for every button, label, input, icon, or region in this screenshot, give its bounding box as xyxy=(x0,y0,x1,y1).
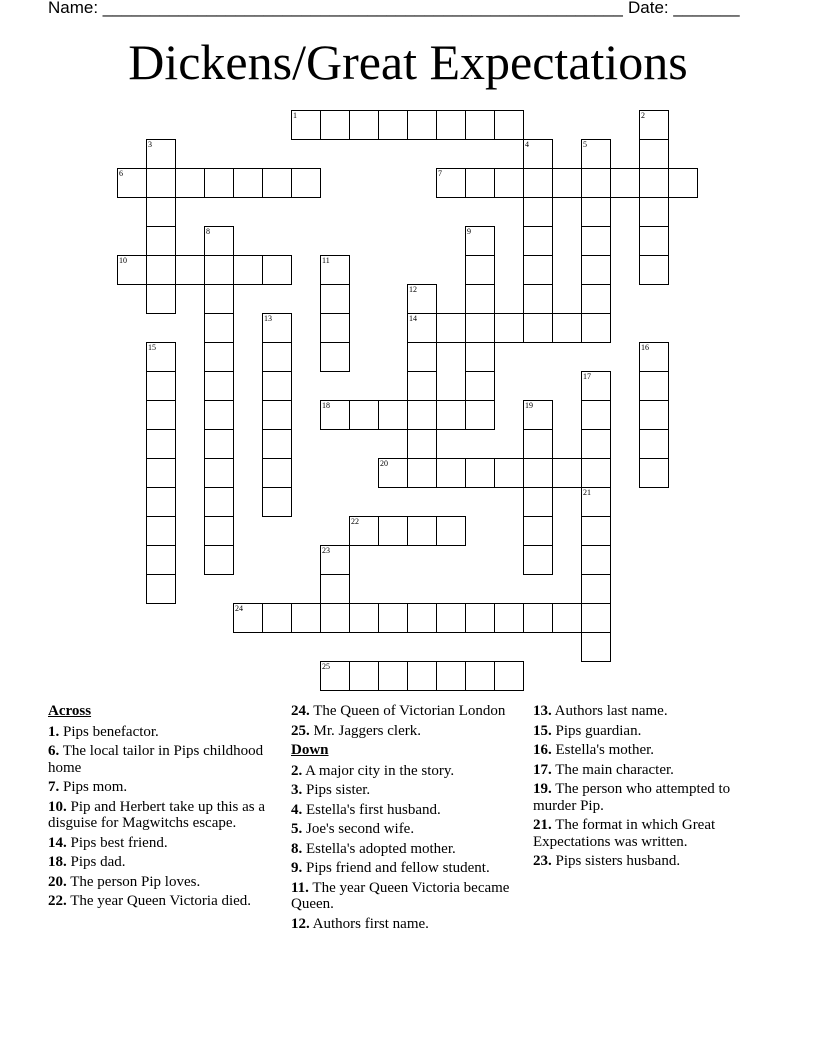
grid-cell[interactable] xyxy=(320,342,350,372)
clue-number: 7 xyxy=(438,169,442,178)
grid-cell[interactable] xyxy=(262,458,292,488)
grid-cell[interactable] xyxy=(262,487,292,517)
grid-cell[interactable] xyxy=(523,516,553,546)
grid-cell[interactable] xyxy=(639,400,669,430)
grid-cell[interactable] xyxy=(639,255,669,285)
grid-cell[interactable] xyxy=(523,168,553,198)
grid-cell[interactable] xyxy=(465,255,495,285)
clue-across-25: 25. Mr. Jaggers clerk. xyxy=(291,722,421,739)
grid-cell[interactable] xyxy=(146,197,176,227)
grid-cell[interactable] xyxy=(639,110,669,140)
grid-cell[interactable] xyxy=(407,661,437,691)
clue-number: 8 xyxy=(206,227,210,236)
grid-cell[interactable] xyxy=(146,574,176,604)
grid-cell[interactable] xyxy=(523,458,553,488)
grid-cell[interactable] xyxy=(233,255,263,285)
grid-cell[interactable] xyxy=(523,313,553,343)
clue-number: 20 xyxy=(380,459,388,468)
across-heading: Across xyxy=(48,703,92,719)
grid-cell[interactable] xyxy=(494,603,524,633)
grid-cell[interactable] xyxy=(407,458,437,488)
grid-cell[interactable] xyxy=(204,255,234,285)
grid-cell[interactable] xyxy=(262,168,292,198)
grid-cell[interactable] xyxy=(581,545,611,575)
clue-number: 5 xyxy=(583,140,587,149)
grid-cell[interactable] xyxy=(146,516,176,546)
grid-cell[interactable] xyxy=(117,168,147,198)
grid-cell[interactable] xyxy=(204,284,234,314)
grid-cell[interactable] xyxy=(146,458,176,488)
grid-cell[interactable] xyxy=(465,342,495,372)
grid-cell[interactable] xyxy=(378,603,408,633)
clue-number: 16 xyxy=(641,343,649,352)
clue-number: 17 xyxy=(583,372,591,381)
clue-across-22: 22. The year Queen Victoria died. xyxy=(48,893,252,909)
clue-number: 9 xyxy=(467,227,471,236)
grid-cell[interactable] xyxy=(146,487,176,517)
grid-cell[interactable] xyxy=(349,603,379,633)
clue-down-12: 12. Authors first name. xyxy=(291,915,429,932)
grid-cell[interactable] xyxy=(494,110,524,140)
grid-cell[interactable] xyxy=(581,371,611,401)
grid-cell[interactable] xyxy=(146,545,176,575)
grid-cell[interactable] xyxy=(523,545,553,575)
clue-down-4: 4. Estella's first husband. xyxy=(291,801,441,818)
grid-cell[interactable] xyxy=(581,574,611,604)
grid-cell[interactable] xyxy=(436,168,466,198)
grid-cell[interactable] xyxy=(436,661,466,691)
grid-cell[interactable] xyxy=(581,255,611,285)
clue-number: 2 xyxy=(641,111,645,120)
grid-cell[interactable] xyxy=(494,661,524,691)
grid-cell[interactable] xyxy=(175,255,205,285)
clue-number: 12 xyxy=(409,285,417,294)
grid-cell[interactable] xyxy=(291,168,321,198)
grid-cell[interactable] xyxy=(639,139,669,169)
grid-cell[interactable] xyxy=(204,371,234,401)
grid-cell[interactable] xyxy=(146,139,176,169)
grid-cell[interactable] xyxy=(581,197,611,227)
grid-cell[interactable] xyxy=(436,603,466,633)
grid-cell[interactable] xyxy=(407,400,437,430)
grid-cell[interactable] xyxy=(378,516,408,546)
clue-number: 21 xyxy=(583,488,591,497)
grid-cell[interactable] xyxy=(552,168,582,198)
clue-down-21: 21. The format in which Great Expectations was written. xyxy=(533,817,716,850)
grid-cell[interactable] xyxy=(407,516,437,546)
grid-cell[interactable] xyxy=(581,284,611,314)
grid-cell[interactable] xyxy=(581,603,611,633)
grid-cell[interactable] xyxy=(320,110,350,140)
grid-cell[interactable] xyxy=(494,313,524,343)
grid-cell[interactable] xyxy=(175,168,205,198)
grid-cell[interactable] xyxy=(639,197,669,227)
clue-number: 3 xyxy=(148,140,152,149)
grid-cell[interactable] xyxy=(204,487,234,517)
grid-cell[interactable] xyxy=(436,400,466,430)
grid-cell[interactable] xyxy=(320,574,350,604)
clue-number: 14 xyxy=(409,314,417,323)
clue-number: 22 xyxy=(351,517,359,526)
grid-cell[interactable] xyxy=(581,226,611,256)
clue-down-3: 3. Pips sister. xyxy=(291,782,371,798)
grid-cell[interactable] xyxy=(378,661,408,691)
grid-cell[interactable] xyxy=(204,516,234,546)
grid-cell[interactable] xyxy=(523,603,553,633)
grid-cell[interactable] xyxy=(233,603,263,633)
clue-number: 19 xyxy=(525,401,533,410)
grid-cell[interactable] xyxy=(291,603,321,633)
grid-cell[interactable] xyxy=(465,226,495,256)
grid-cell[interactable] xyxy=(204,226,234,256)
grid-cell[interactable] xyxy=(407,603,437,633)
date-line: Date: _______ xyxy=(628,0,740,17)
grid-cell[interactable] xyxy=(320,400,350,430)
puzzle-title: Dickens/Great Expectations xyxy=(128,34,688,90)
grid-cell[interactable] xyxy=(204,342,234,372)
clue-number: 15 xyxy=(148,343,156,352)
grid-cell[interactable] xyxy=(581,516,611,546)
grid-cell[interactable] xyxy=(523,226,553,256)
clue-down-17: 17. The main character. xyxy=(533,761,674,778)
grid-cell[interactable] xyxy=(436,516,466,546)
grid-cell[interactable] xyxy=(146,342,176,372)
grid-cell[interactable] xyxy=(233,168,263,198)
down-heading: Down xyxy=(291,742,329,758)
grid-cell[interactable] xyxy=(639,458,669,488)
grid-cell[interactable] xyxy=(639,168,669,198)
grid-cell[interactable] xyxy=(465,458,495,488)
grid-cell[interactable] xyxy=(146,284,176,314)
grid-cell[interactable] xyxy=(581,458,611,488)
grid-cell[interactable] xyxy=(378,400,408,430)
grid-cell[interactable] xyxy=(407,110,437,140)
clue-across-10: 10. Pip and Herbert take up this as a disguise for Magwitchs escape. xyxy=(48,798,266,831)
clue-down-2: 2. A major city in the story. xyxy=(291,762,455,779)
clue-number: 25 xyxy=(322,662,330,671)
grid-cell[interactable] xyxy=(262,342,292,372)
grid-cell[interactable] xyxy=(436,313,466,343)
grid-cell[interactable] xyxy=(668,168,698,198)
grid-cell[interactable] xyxy=(320,661,350,691)
clues-column-2 xyxy=(291,703,519,935)
grid-cell[interactable] xyxy=(407,313,437,343)
grid-cell[interactable] xyxy=(523,284,553,314)
grid-cell[interactable] xyxy=(262,371,292,401)
grid-cell[interactable] xyxy=(465,603,495,633)
grid-cell[interactable] xyxy=(204,429,234,459)
grid-cell[interactable] xyxy=(581,429,611,459)
clue-across-18: 18. Pips dad. xyxy=(48,854,126,870)
clue-across-14: 14. Pips best friend. xyxy=(48,834,168,851)
clue-number: 10 xyxy=(119,256,127,265)
grid-cell[interactable] xyxy=(581,313,611,343)
grid-cell[interactable] xyxy=(465,313,495,343)
clue-down-11: 11. The year Queen Victoria became Queen. xyxy=(291,879,510,912)
grid-cell[interactable] xyxy=(204,313,234,343)
grid-cell[interactable] xyxy=(407,342,437,372)
grid-cell[interactable] xyxy=(349,110,379,140)
grid-cell[interactable] xyxy=(378,110,408,140)
grid-cell[interactable] xyxy=(523,255,553,285)
grid-cell[interactable] xyxy=(581,487,611,517)
clue-across-1: 1. Pips benefactor. xyxy=(48,723,159,740)
grid-cell[interactable] xyxy=(117,255,147,285)
grid-cell[interactable] xyxy=(610,168,640,198)
grid-cell[interactable] xyxy=(262,255,292,285)
grid-cell[interactable] xyxy=(204,458,234,488)
grid-cell[interactable] xyxy=(291,110,321,140)
grid-cell[interactable] xyxy=(262,400,292,430)
grid-cell[interactable] xyxy=(494,458,524,488)
grid-cell[interactable] xyxy=(523,487,553,517)
grid-cell[interactable] xyxy=(523,139,553,169)
clue-number: 6 xyxy=(119,169,123,178)
grid-cell[interactable] xyxy=(146,168,176,198)
clue-number: 13 xyxy=(264,314,272,323)
grid-cell[interactable] xyxy=(494,168,524,198)
clues-column-1 xyxy=(48,703,276,913)
grid-cell[interactable] xyxy=(320,284,350,314)
clue-number: 11 xyxy=(322,256,330,265)
grid-cell[interactable] xyxy=(639,342,669,372)
grid-cell[interactable] xyxy=(552,603,582,633)
clue-down-23: 23. Pips sisters husband. xyxy=(533,853,681,869)
grid-cell[interactable] xyxy=(320,545,350,575)
clue-down-9: 9. Pips friend and fellow student. xyxy=(291,860,490,876)
clue-down-19: 19. The person who attempted to murder Pip. xyxy=(533,781,731,814)
clue-across-6: 6. The local tailor in Pips childhood home xyxy=(48,743,264,776)
grid-cell[interactable] xyxy=(349,516,379,546)
name-line: Name: _______________________________________________________ xyxy=(48,0,623,17)
clue-number: 1 xyxy=(293,111,297,120)
grid-cell[interactable] xyxy=(523,197,553,227)
clue-down-5: 5. Joe's second wife. xyxy=(291,821,415,837)
clue-across-7: 7. Pips mom. xyxy=(48,779,128,795)
grid-cell[interactable] xyxy=(581,400,611,430)
grid-cell[interactable] xyxy=(465,400,495,430)
grid-cell[interactable] xyxy=(639,371,669,401)
grid-cell[interactable] xyxy=(320,255,350,285)
clue-down-16: 16. Estella's mother. xyxy=(533,742,655,758)
grid-cell[interactable] xyxy=(407,371,437,401)
grid-cell[interactable] xyxy=(204,545,234,575)
grid-cell[interactable] xyxy=(523,400,553,430)
grid-cell[interactable] xyxy=(146,429,176,459)
grid-cell[interactable] xyxy=(349,661,379,691)
clue-across-20: 20. The person Pip loves. xyxy=(48,873,201,890)
grid-cell[interactable] xyxy=(465,284,495,314)
grid-cell[interactable] xyxy=(146,226,176,256)
grid-cell[interactable] xyxy=(407,429,437,459)
grid-cell[interactable] xyxy=(146,255,176,285)
grid-cell[interactable] xyxy=(436,458,466,488)
grid-cell[interactable] xyxy=(349,400,379,430)
grid-cell[interactable] xyxy=(146,400,176,430)
clue-number: 23 xyxy=(322,546,330,555)
grid-cell[interactable] xyxy=(262,429,292,459)
grid-cell[interactable] xyxy=(639,226,669,256)
grid-cell[interactable] xyxy=(262,603,292,633)
grid-cell[interactable] xyxy=(204,400,234,430)
grid-cell[interactable] xyxy=(262,313,292,343)
grid-cell[interactable] xyxy=(465,168,495,198)
grid-cell[interactable] xyxy=(465,661,495,691)
grid-cell[interactable] xyxy=(436,110,466,140)
grid-cell[interactable] xyxy=(465,371,495,401)
grid-cell[interactable] xyxy=(581,168,611,198)
clue-number: 4 xyxy=(525,140,529,149)
grid-cell[interactable] xyxy=(523,429,553,459)
clue-down-15: 15. Pips guardian. xyxy=(533,722,642,739)
grid-cell[interactable] xyxy=(581,139,611,169)
grid-cell[interactable] xyxy=(146,371,176,401)
grid-cell[interactable] xyxy=(639,429,669,459)
grid-cell[interactable] xyxy=(204,168,234,198)
clue-down-8: 8. Estella's adopted mother. xyxy=(291,840,456,857)
clue-across-24: 24. The Queen of Victorian London xyxy=(291,703,506,719)
clues-column-3 xyxy=(533,703,773,873)
clue-down-13: 13. Authors last name. xyxy=(533,703,668,719)
grid-cell[interactable] xyxy=(320,603,350,633)
grid-cell[interactable] xyxy=(552,313,582,343)
clue-number: 24 xyxy=(235,604,243,613)
grid-cell[interactable] xyxy=(581,632,611,662)
grid-cell[interactable] xyxy=(320,313,350,343)
grid-cell[interactable] xyxy=(552,458,582,488)
clue-number: 18 xyxy=(322,401,330,410)
grid-cell[interactable] xyxy=(407,284,437,314)
grid-cell[interactable] xyxy=(378,458,408,488)
grid-cell[interactable] xyxy=(465,110,495,140)
